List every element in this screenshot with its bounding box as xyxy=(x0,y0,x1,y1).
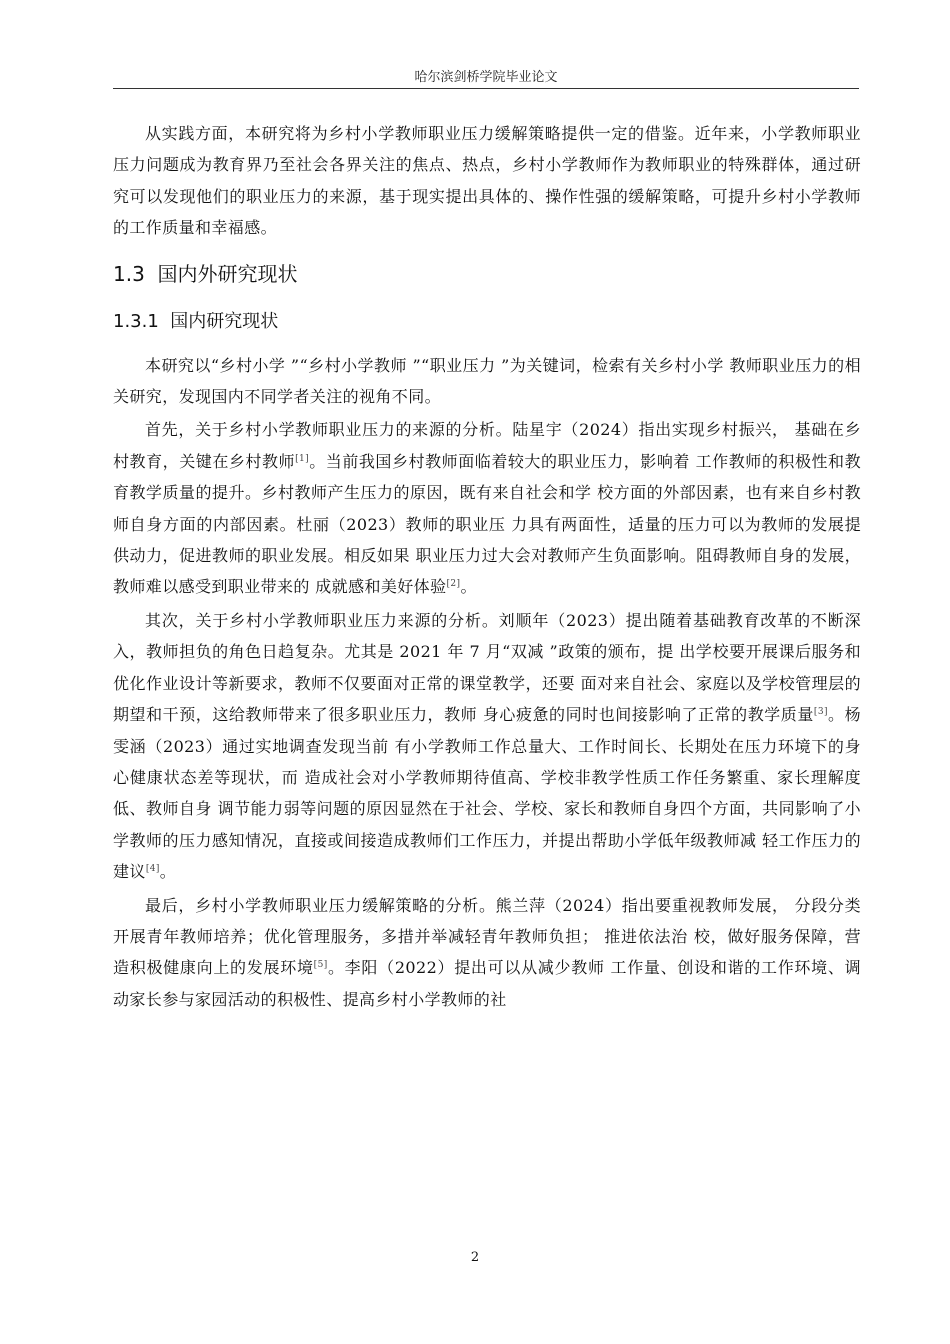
section-heading-1-3-1 xyxy=(113,298,861,346)
page-body xyxy=(113,118,861,1015)
subsection-title: 国内研究现状 xyxy=(170,310,279,332)
paragraph-strategies xyxy=(113,890,861,1016)
section-number: 1.3 xyxy=(113,261,145,286)
citation-ref: [1] xyxy=(295,453,310,464)
text-run: 最后，乡村小学教师职业压力缓解策略的分析。熊兰萍（2024）指出要重视教师发展， 分段分类开展青年教师培养；优化管理服务，多措并举减轻青年教师负担； 推进依法治 校，做好服务保障，营造积极健康向上的发展环境 xyxy=(113,895,861,978)
citation-ref: [5] xyxy=(313,960,328,971)
citation-ref: [2] xyxy=(446,579,461,590)
running-header: 哈尔滨剑桥学院毕业论文 xyxy=(414,70,558,85)
header-rule xyxy=(113,88,859,89)
paragraph-causes xyxy=(113,605,861,888)
text-run: 。李阳（2022）提出可以从减少教师 工作量、创设和谐的工作环境、调动家长参与家园活动的积极性、提高乡村小学教师的社 xyxy=(113,958,861,1009)
section-heading-1-3 xyxy=(113,250,861,298)
text-run: 。当前我国乡村教师面临着较大的职业压力，影响着 工作教师的积极性和教育教学质量的提升。乡村教师产生压力的原因，既有来自社会和学 校方面的外部因素，也有来自乡村教师自身方面的内部因素。杜丽（2023）教师的职业压 力具有两面性，适量的压力可以为教师的发展提供动力，促进教师的职业发展。相反如果 职业压力过大会对教师产生负面影响。阻碍教师自身的发展，教师难以感受到职业带来的 成就感和美好体验 xyxy=(113,451,862,597)
citation-ref: [4] xyxy=(145,864,160,875)
text-run: 首先，关于乡村小学教师职业压力的来源的分析。陆星宇（2024）指出实现乡村振兴， 基础在乡村教育，关键在乡村教师 xyxy=(113,420,861,471)
paragraph-keywords: 本研究以“乡村小学 ”“乡村小学教师 ”“职业压力 ”为关键词，检索有关乡村小学 教师职业压力的相关研究，发现国内不同学者关注的视角不同。 xyxy=(113,355,861,407)
paragraph-sources xyxy=(113,414,861,602)
paragraph-practice: 从实践方面，本研究将为乡村小学教师职业压力缓解策略提供一定的借鉴。近年来，小学教师职业压力问题成为教育界乃至社会各界关注的焦点、热点，乡村小学教师作为教师职业的特殊群体，通过研究可以发现他们的职业压力的来源，基于现实提出具体的、操作性强的缓解策略，可提升乡村小学教师的工作质量和幸福感。 xyxy=(113,124,861,238)
page-number: 2 xyxy=(470,1250,480,1265)
subsection-number: 1.3.1 xyxy=(113,310,159,332)
text-run: 其次，关于乡村小学教师职业压力来源的分析。刘顺年（2023）提出随着基础教育改革的不断深入，教师担负的角色日趋复杂。尤其是 2021 年 7 月“双减 ”政策的颁布，提 出学校要开展课后服务和优化作业设计等新要求，教师不仅要面对正常的课堂教学，还要 面对来自社会、家庭以及学校管理层的期望和干预，这给教师带来了很多职业压力，教师 身心疲惫的同时也间接影响了正常的教学质量 xyxy=(113,610,861,725)
text-run: 。 xyxy=(460,577,477,597)
citation-ref: [3] xyxy=(813,707,828,718)
section-title: 国内外研究现状 xyxy=(157,261,298,286)
text-run: 。 xyxy=(159,862,177,882)
text-run: 。杨雯涵（2023）通过实地调查发现当前 有小学教师工作总量大、工作时间长、长期处在压力环境下的身心健康状态差等现状，而 造成社会对小学教师期待值高、学校非教学性质工作任务繁重、家长理解度低、教师自身 调节能力弱等问题的原因显然在于社会、学校、家长和教师自身四个方面，共同影响了小 学教师的压力感知情况，直接或间接造成教师们工作压力，并提出帮助小学低年级教师减 轻工作压力的建议 xyxy=(113,705,861,882)
